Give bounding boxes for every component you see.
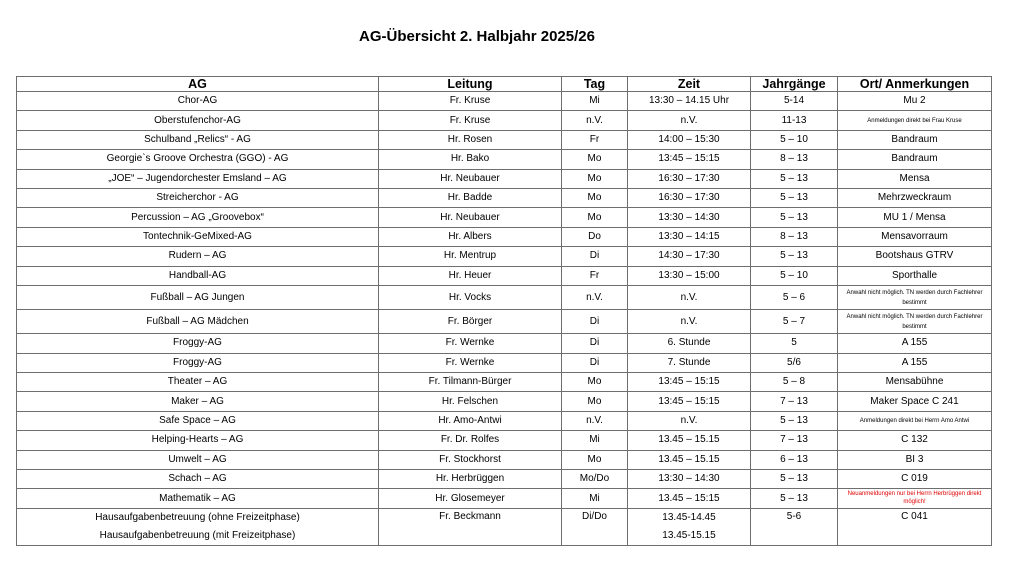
cell-ag: Chor-AG [17,92,379,111]
cell-ag: „JOE“ – Jugendorchester Emsland – AG [17,169,379,188]
table-row [17,247,992,266]
cell-leitung: Fr. Kruse [379,92,562,111]
cell-jahrgaenge: 5 – 13 [751,489,838,508]
cell-ag: Streicherchor - AG [17,188,379,207]
cell-zeit: 13:45 – 15:15 [628,150,751,169]
cell-zeit: 13.45 – 15.15 [628,431,751,450]
cell-leitung: Hr. Vocks [379,285,562,309]
table-row [17,150,992,169]
cell-tag: n.V. [562,111,628,130]
cell-zeit: n.V. [628,285,751,309]
cell-ort: C 132 [838,431,992,450]
cell-zeit: 14:00 – 15:30 [628,130,751,149]
cell-jahrgaenge: 5-14 [751,92,838,111]
cell-ort: Mensa [838,169,992,188]
cell-ag: Safe Space – AG [17,411,379,430]
cell-leitung: Fr. Beckmann [379,508,562,546]
cell-jahrgaenge: 7 – 13 [751,392,838,411]
cell-zeit: 13.45 – 15:15 [628,489,751,508]
header-row [17,77,992,92]
cell-ort: Anwahl nicht möglich. TN werden durch Fachlehrer bestimmt [838,285,992,309]
cell-zeit [628,508,751,546]
cell-ag: Rudern – AG [17,247,379,266]
table-row [17,169,992,188]
cell-ort: Bandraum [838,150,992,169]
page-title: AG-Übersicht 2. Halbjahr 2025/26 [359,28,595,45]
cell-tag: n.V. [562,411,628,430]
cell-ort: Sporthalle [838,266,992,285]
table-row [17,392,992,411]
cell-ag-line2: Hausaufgabenbetreuung (mit Freizeitphase) [99,530,296,542]
column-header-zeit: Zeit [628,77,751,92]
cell-tag: Di/Do [562,508,628,546]
cell-ort: A 155 [838,334,992,353]
cell-tag: Mo [562,373,628,392]
table-row [17,470,992,489]
table-row [17,489,992,508]
cell-leitung: Hr. Felschen [379,392,562,411]
cell-ort: Mehrzweckraum [838,188,992,207]
cell-ort: Bandraum [838,130,992,149]
cell-tag: Fr [562,266,628,285]
cell-jahrgaenge: 11-13 [751,111,838,130]
cell-tag: Mo [562,169,628,188]
cell-zeit: 6. Stunde [628,334,751,353]
cell-zeit: 16:30 – 17:30 [628,169,751,188]
cell-jahrgaenge: 5 [751,334,838,353]
cell-zeit: n.V. [628,310,751,334]
cell-ort: Bootshaus GTRV [838,247,992,266]
cell-leitung: Hr. Amo-Antwi [379,411,562,430]
cell-leitung: Hr. Badde [379,188,562,207]
cell-zeit: 14:30 – 17:30 [628,247,751,266]
cell-tag: Di [562,334,628,353]
cell-tag: n.V. [562,285,628,309]
cell-ag: Handball-AG [17,266,379,285]
cell-jahrgaenge: 5 – 7 [751,310,838,334]
cell-leitung: Hr. Herbrüggen [379,470,562,489]
cell-zeit: 13:30 – 14:30 [628,470,751,489]
cell-ag: Fußball – AG Mädchen [17,310,379,334]
table-row [17,130,992,149]
cell-jahrgaenge: 5 – 13 [751,208,838,227]
cell-jahrgaenge: 5 – 13 [751,470,838,489]
column-header-tag: Tag [562,77,628,92]
cell-ort: Anwahl nicht möglich. TN werden durch Fachlehrer bestimmt [838,310,992,334]
cell-tag: Mi [562,431,628,450]
cell-jahrgaenge: 6 – 13 [751,450,838,469]
column-header-leitung: Leitung [379,77,562,92]
table-row [17,353,992,372]
table-row [17,227,992,246]
cell-jahrgaenge: 8 – 13 [751,150,838,169]
cell-ag: Schulband „Relics“ - AG [17,130,379,149]
cell-ag: Oberstufenchor-AG [17,111,379,130]
cell-tag: Mo/Do [562,470,628,489]
cell-zeit: n.V. [628,111,751,130]
cell-ag: Theater – AG [17,373,379,392]
cell-ag: Percussion – AG „Groovebox“ [17,208,379,227]
cell-ag: Fußball – AG Jungen [17,285,379,309]
table-row [17,373,992,392]
table-body [17,92,992,546]
cell-tag: Di [562,353,628,372]
cell-leitung: Fr. Dr. Rolfes [379,431,562,450]
column-header-ort: Ort/ Anmerkungen [838,77,992,92]
cell-ag: Froggy-AG [17,334,379,353]
cell-tag: Di [562,310,628,334]
cell-jahrgaenge: 5 – 13 [751,411,838,430]
table-row [17,188,992,207]
cell-leitung: Hr. Mentrup [379,247,562,266]
cell-zeit: n.V. [628,411,751,430]
cell-ag-line1: Hausaufgabenbetreuung (ohne Freizeitphase) [95,512,300,524]
table-row-hausaufgabenbetreuung [17,508,992,546]
cell-leitung: Fr. Börger [379,310,562,334]
cell-jahrgaenge: 5 – 13 [751,247,838,266]
cell-zeit: 13:45 – 15:15 [628,373,751,392]
cell-ag: Mathematik – AG [17,489,379,508]
cell-leitung: Fr. Kruse [379,111,562,130]
cell-ag: Froggy-AG [17,353,379,372]
cell-zeit-line2: 13.45-15.15 [662,530,716,542]
column-header-ag: AG [17,77,379,92]
cell-ort: A 155 [838,353,992,372]
cell-jahrgaenge: 5-6 [751,508,838,546]
ag-overview-table [16,76,992,546]
table-row [17,266,992,285]
table-row [17,450,992,469]
cell-ag: Tontechnik-GeMixed-AG [17,227,379,246]
cell-leitung: Hr. Albers [379,227,562,246]
table-row [17,208,992,227]
cell-leitung: Fr. Wernke [379,334,562,353]
cell-leitung: Hr. Heuer [379,266,562,285]
cell-leitung: Hr. Rosen [379,130,562,149]
table-row [17,334,992,353]
cell-leitung: Hr. Glosemeyer [379,489,562,508]
cell-tag: Do [562,227,628,246]
column-header-jahrgaenge: Jahrgänge [751,77,838,92]
cell-leitung: Fr. Wernke [379,353,562,372]
cell-zeit-line1: 13.45-14.45 [662,512,716,524]
table-row [17,111,992,130]
cell-ort: Mensavorraum [838,227,992,246]
table-row [17,431,992,450]
cell-ort: MU 1 / Mensa [838,208,992,227]
cell-jahrgaenge: 5/6 [751,353,838,372]
cell-jahrgaenge: 8 – 13 [751,227,838,246]
cell-tag: Mi [562,489,628,508]
cell-leitung: Hr. Bako [379,150,562,169]
cell-ort: BI 3 [838,450,992,469]
table-row [17,285,992,309]
cell-ag: Umwelt – AG [17,450,379,469]
cell-jahrgaenge: 5 – 10 [751,266,838,285]
cell-zeit: 13:30 – 15:00 [628,266,751,285]
cell-zeit: 13:30 – 14:15 [628,227,751,246]
table-row [17,411,992,430]
cell-jahrgaenge: 5 – 13 [751,188,838,207]
cell-ort: C 041 [838,508,992,546]
cell-jahrgaenge: 5 – 6 [751,285,838,309]
cell-jahrgaenge: 5 – 10 [751,130,838,149]
cell-leitung: Fr. Stockhorst [379,450,562,469]
cell-zeit: 16:30 – 17:30 [628,188,751,207]
cell-zeit: 7. Stunde [628,353,751,372]
cell-tag: Mo [562,450,628,469]
cell-ort: Maker Space C 241 [838,392,992,411]
cell-ag: Schach – AG [17,470,379,489]
cell-ort: Mu 2 [838,92,992,111]
cell-tag: Mo [562,150,628,169]
cell-tag: Mo [562,208,628,227]
cell-ort: Anmeldungen direkt bei Herrn Amo Antwi [838,411,992,430]
cell-jahrgaenge: 7 – 13 [751,431,838,450]
cell-jahrgaenge: 5 – 13 [751,169,838,188]
cell-zeit: 13:45 – 15:15 [628,392,751,411]
cell-ort: Mensabühne [838,373,992,392]
cell-zeit: 13:30 – 14:30 [628,208,751,227]
cell-ort: C 019 [838,470,992,489]
cell-ag: Maker – AG [17,392,379,411]
cell-tag: Mi [562,92,628,111]
cell-zeit: 13:30 – 14.15 Uhr [628,92,751,111]
cell-ag: Georgie`s Groove Orchestra (GGO) - AG [17,150,379,169]
cell-tag: Mo [562,188,628,207]
cell-zeit: 13.45 – 15.15 [628,450,751,469]
cell-tag: Fr [562,130,628,149]
cell-ag [17,508,379,546]
cell-ort: Anmeldungen direkt bei Frau Kruse [838,111,992,130]
cell-jahrgaenge: 5 – 8 [751,373,838,392]
table-row [17,310,992,334]
cell-leitung: Hr. Neubauer [379,208,562,227]
cell-ort: Neuanmeldungen nur bei Herrn Herbrüggen direkt möglich! [838,489,992,508]
cell-tag: Di [562,247,628,266]
cell-tag: Mo [562,392,628,411]
cell-leitung: Hr. Neubauer [379,169,562,188]
table-row [17,92,992,111]
cell-ag: Helping-Hearts – AG [17,431,379,450]
cell-leitung: Fr. Tilmann-Bürger [379,373,562,392]
